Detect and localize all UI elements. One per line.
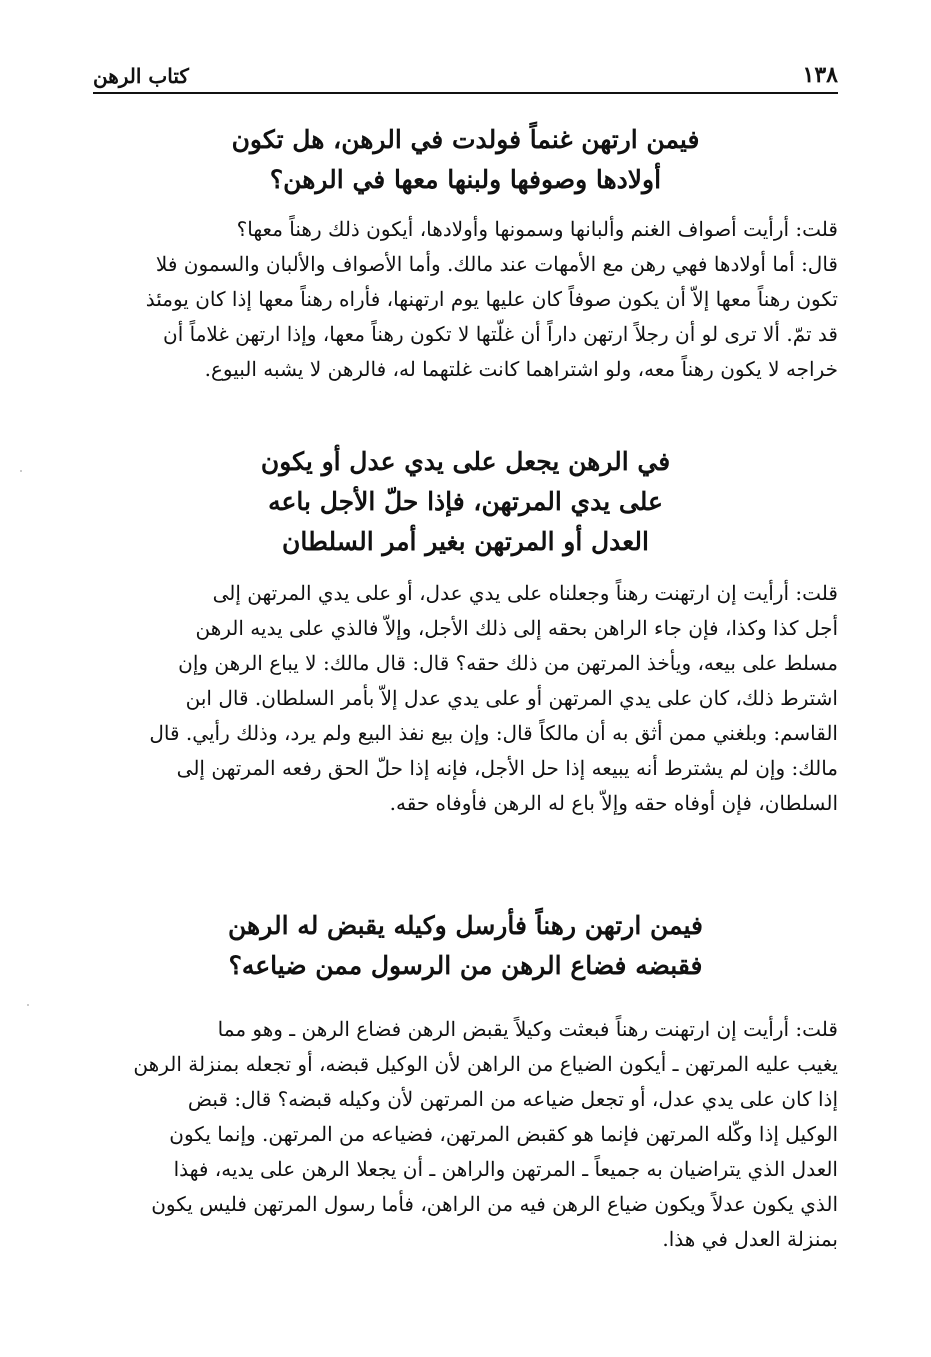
page-header	[93, 58, 838, 94]
section-title-line: فقبضه فضاع الرهن من الرسول ممن ضياعه؟	[228, 951, 703, 980]
body-line: قلت: أرأيت إن ارتهنت رهناً وجعلناه على يدي عدل، أو على يدي المرتهن إلى	[212, 581, 838, 605]
body-line: الذي يكون عدلاً ويكون ضياع الرهن فيه من الراهن، فأما رسول المرتهن فليس يكون	[151, 1192, 838, 1216]
section-title-line: أولادها وصوفها ولبنها معها في الرهن؟	[269, 165, 662, 194]
body-line: تكون رهناً معها إلاّ أن يكون صوفاً كان عليها يوم ارتهنها، فأراه رهناً معها إذا كان يومئذ	[145, 287, 838, 311]
body-line: قال: أما أولادها فهي رهن مع الأمهات عند مالك. وأما الأصواف والألبان والسمون فلا	[155, 252, 838, 276]
body-line: مسلط على بيعه، ويأخذ المرتهن من ذلك حقه؟ قال: قال مالك: لا يباع الرهن وإن	[178, 651, 838, 675]
scan-speck	[27, 1004, 29, 1006]
running-head: كتاب الرهن	[93, 64, 189, 88]
body-line: قد تمّ. ألا ترى لو أن رجلاً ارتهن داراً أن غلّتها لا تكون رهناً معها، وإذا ارتهن غلاماً أن	[163, 322, 838, 346]
section-body-3	[96, 1012, 838, 1257]
body-line: الوكيل إذا وكّله المرتهن فإنما هو كقبض المرتهن، فضياعه من المرتهن. وإنما يكون	[169, 1122, 838, 1146]
section-title-2	[93, 442, 838, 562]
body-line: قلت: أرأيت أصواف الغنم وألبانها وسمونها وأولادها، أيكون ذلك رهناً معها؟	[236, 217, 838, 241]
body-line: قلت: أرأيت إن ارتهنت رهناً فبعثت وكيلاً يقبض الرهن فضاع الرهن ـ وهو مما	[217, 1017, 838, 1041]
section-title-line: فيمن ارتهن غنماً فولدت في الرهن، هل تكون	[231, 125, 700, 154]
body-line: يغيب عليه المرتهن ـ أيكون الضياع من الراهن لأن الوكيل قبضه، أو تجعله بمنزلة الرهن	[133, 1052, 838, 1076]
body-line: مالك: وإن لم يشترط أنه يبيعه إذا حل الأجل، فإنه إذا حلّ الحق رفعه المرتهن إلى	[176, 756, 838, 780]
body-line: بمنزلة العدل في هذا.	[662, 1227, 838, 1251]
body-line: السلطان، فإن أوفاه حقه وإلاّ باع له الرهن فأوفاه حقه.	[389, 791, 838, 815]
body-line: إذا كان على يدي عدل، أو تجعل ضياعه من المرتهن لأن وكيله قبضه؟ قال: قبض	[187, 1087, 838, 1111]
section-title-line: العدل أو المرتهن بغير أمر السلطان	[282, 527, 649, 556]
section-title-3	[93, 906, 838, 986]
page-number: ١٣٨	[802, 62, 838, 88]
body-line: خراجه لا يكون رهناً معه، ولو اشتراهما كانت غلتهما له، فالرهن لا يشبه البيوع.	[204, 357, 838, 381]
body-line: اشترط ذلك، كان على يدي المرتهن أو على يدي عدل إلاّ بأمر السلطان. قال ابن	[185, 686, 838, 710]
body-line: أجل كذا وكذا، فإن جاء الراهن بحقه إلى ذلك الأجل، وإلاّ فالذي على يديه الرهن	[195, 616, 838, 640]
section-body-2	[96, 576, 838, 821]
section-title-line: في الرهن يجعل على يدي عدل أو يكون	[260, 447, 671, 476]
scan-speck	[20, 470, 22, 472]
body-line: القاسم: وبلغني ممن أثق به أن مالكاً قال: وإن بيع نفذ البيع ولم يرد، وذلك رأيي. قال	[149, 721, 838, 745]
section-body-1	[96, 212, 838, 387]
body-line: العدل الذي يتراضيان به جميعاً ـ المرتهن والراهن ـ أن يجعلا الرهن على يديه، فهذا	[173, 1157, 838, 1181]
section-title-1	[93, 120, 838, 200]
section-title-line: فيمن ارتهن رهناً فأرسل وكيله يقبض له الرهن	[228, 911, 703, 940]
section-title-line: على يدي المرتهن، فإذا حلّ الأجل باعه	[268, 487, 663, 516]
